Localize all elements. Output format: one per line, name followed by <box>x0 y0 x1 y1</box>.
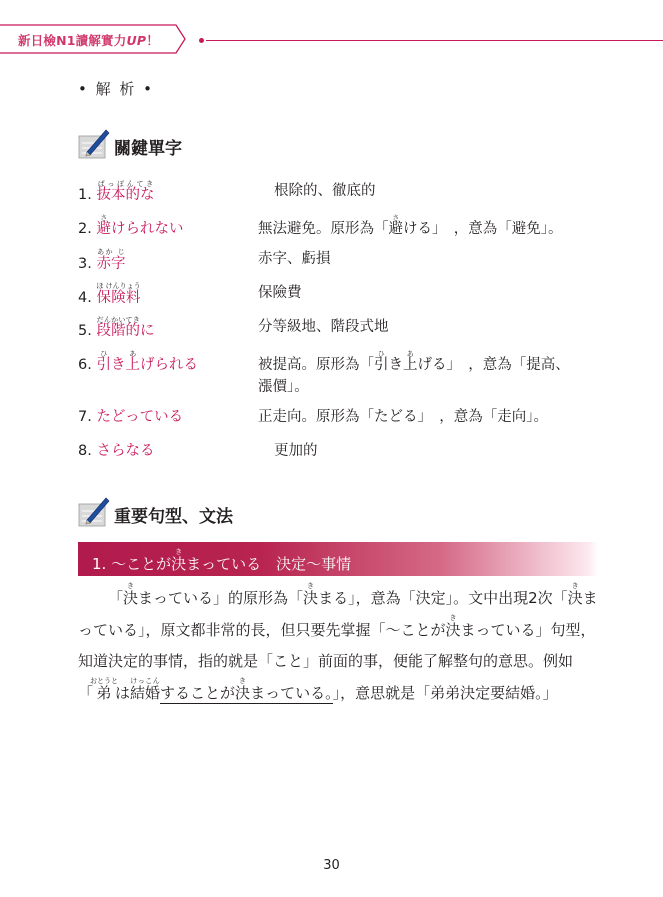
pen-notebook-icon <box>78 496 110 528</box>
header-rule <box>206 40 663 41</box>
vocab-section-title: 關鍵單字 <box>114 139 182 159</box>
analysis-label: • 解 析 • <box>78 80 154 98</box>
book-title: 新日檢N1讀解實力UP！ <box>18 33 159 48</box>
grammar-section-title: 重要句型、文法 <box>114 507 233 527</box>
page-number: 30 <box>323 858 340 873</box>
grammar-explanation: 「決きまっている」的原形為「決きまる」，意為「決定」。文中出現2次「決きまっている」，原文都非常的長，但只要先掌握「～ことが決きまっている」句型，知道決定的事情，指的就是「こと」前面的事，便能了解整句的意思。例如「弟おとうとは結婚けっこんすることが決きまっている。」，意思就是「弟弟決定要結婚。」 <box>78 582 598 702</box>
pen-notebook-icon <box>78 128 110 160</box>
grammar-point-title: 1. ～ことが決きまっている 決定～事情 <box>92 548 352 573</box>
example-underlined: することが決きまっている。 <box>160 676 333 702</box>
header-dot <box>199 38 204 43</box>
grammar-point-banner <box>78 542 598 576</box>
